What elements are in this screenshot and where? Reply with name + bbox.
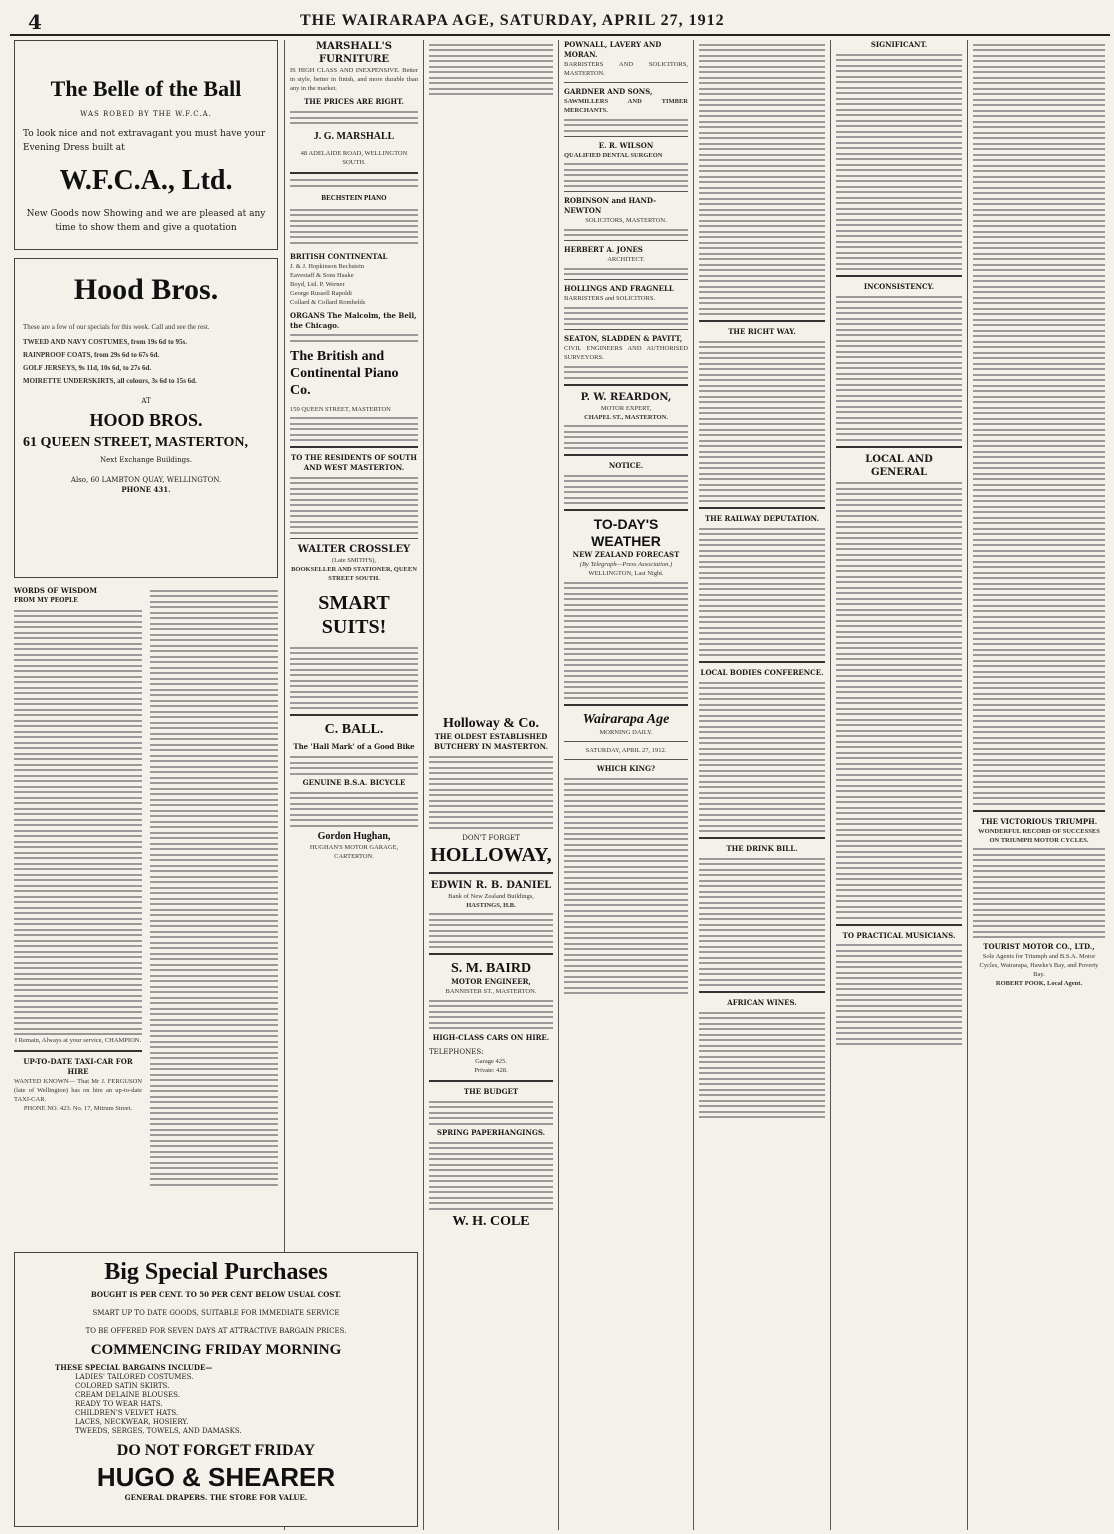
seaton-title: SEATON, SLADDEN & PAVITT, <box>564 334 683 343</box>
bargain-item: CHILDREN'S VELVET HATS. <box>75 1409 179 1417</box>
baird-title: S. M. BAIRD <box>450 961 532 976</box>
hood-at: AT <box>141 397 151 405</box>
practical-musicians: TO PRACTICAL MUSICIANS. <box>842 930 956 940</box>
wisdom-column-cont <box>150 586 278 1186</box>
big-special: Big Special Purchases <box>104 1259 328 1285</box>
spring-paperhangings: SPRING PAPERHANGINGS. <box>436 1128 546 1137</box>
bargain-item: COLORED SATIN SKIRTS. <box>75 1382 170 1390</box>
piano-brand: Boyd, Ltd. P. Werner <box>290 280 345 288</box>
hastings: HASTINGS, H.B. <box>466 901 516 909</box>
baird-address: BANNISTER ST., MASTERTON. <box>445 988 537 995</box>
newspaper-title: THE WAIRARAPA AGE, SATURDAY, APRIL 27, 1912 <box>300 12 725 29</box>
local-and-general: LOCAL AND GENERAL <box>865 453 933 478</box>
wairarapa-age: Wairarapa Age <box>582 712 670 727</box>
bargain-item: THESE SPECIAL BARGAINS INCLUDE— <box>55 1363 213 1372</box>
holloway-big: HOLLOWAY, <box>430 843 552 866</box>
hollings-title: HOLLINGS AND FRAGNELL <box>564 284 674 293</box>
marshall-name: J. G. MARSHALL <box>313 131 395 142</box>
belle-subtitle: WAS ROBED BY THE W.F.C.A. <box>80 110 212 118</box>
high-class-cars: HIGH-CLASS CARS ON HIRE. <box>432 1033 550 1042</box>
hood-title: Hood Bros. <box>73 273 219 306</box>
marshall-body: IS HIGH CLASS AND INEXPENSIVE. Better in style, better in finish, and more durable than any in the market. <box>290 67 418 92</box>
tourist-motor: TOURIST MOTOR CO., LTD., <box>983 941 1095 951</box>
powell-sub: BARRISTERS AND SOLICITORS, MASTERTON. <box>564 61 688 77</box>
budget-title: THE BUDGET <box>463 1087 519 1096</box>
taxi-title: UP-TO-DATE TAXI-CAR FOR HIRE <box>23 1057 133 1076</box>
page-number: 4 <box>28 10 42 34</box>
wilson-sub: QUALIFIED DENTAL SURGEON <box>564 151 663 159</box>
hood-next: Next Exchange Buildings. <box>100 456 192 464</box>
garage-phone: Garage 425. <box>475 1058 507 1065</box>
gardner-sub: SAWMILLERS AND TIMBER MERCHANTS. <box>564 98 688 114</box>
reardon-title: P. W. REARDON, <box>580 391 672 403</box>
commencing-line: COMMENCING FRIDAY MORNING <box>90 1342 342 1358</box>
local-bodies: LOCAL BODIES CONFERENCE. <box>700 668 824 677</box>
taxi-body: WANTED KNOWN— That Mr J. FERGUSON (late of Wellington) has on hire an up-to-date TAXI-CAR. <box>14 1078 142 1103</box>
hugo-shearer: HUGO & SHEARER <box>96 1462 336 1492</box>
hall-mark: The 'Hall Mark' of a Good Bike <box>293 742 415 751</box>
notice-title: NOTICE. <box>608 461 644 470</box>
gordon-hughan: Gordon Hughan, <box>317 831 391 842</box>
wisdom-advert <box>14 586 142 1186</box>
hood-also: Also, 60 LAMBTON QUAY, WELLINGTON. <box>70 476 222 484</box>
piano-brand: J. & J. Hopkinson Bechstein <box>290 262 365 270</box>
bargain-item: CREAM DELAINE BLOUSES. <box>75 1391 180 1399</box>
hood-item: GOLF JERSEYS, 9s 11d, 10s 6d, to 27s 6d. <box>23 364 152 372</box>
column-rule <box>967 40 968 1530</box>
masthead <box>10 8 1110 36</box>
victorious-triumph: THE VICTORIOUS TRIUMPH. <box>980 816 1098 826</box>
weather-by: (By Telegraph—Press Association.) <box>579 561 673 568</box>
holloway-sub: THE OLDEST ESTABLISHED BUTCHERY IN MASTERTON. <box>433 732 549 751</box>
hugo-shearer-advert <box>14 1252 418 1527</box>
railway-deputation: THE RAILWAY DEPUTATION. <box>704 514 820 523</box>
herbert-title: HERBERT A. JONES <box>564 245 643 254</box>
issue-date: SATURDAY, APRIL 27, 1912. <box>585 747 667 754</box>
herbert-sub: ARCHITECT. <box>607 256 645 263</box>
hood-phone: PHONE 431. <box>121 485 171 494</box>
piano-brand: Eavestaff & Sons Haake <box>290 271 354 279</box>
gardner-title: GARDNER AND SONS, <box>564 87 653 96</box>
hood-item: MOIRETTE UNDERSKIRTS, all colours, 3s 6d to 15s 6d. <box>23 377 197 385</box>
reardon-sub: MOTOR EXPERT, <box>600 404 652 412</box>
column-rule <box>558 40 559 1530</box>
african-wines: AFRICAN WINES. <box>727 998 797 1007</box>
column-6 <box>836 40 962 1530</box>
wfca-advert <box>14 40 278 250</box>
dont-forget-friday: DO NOT FORGET FRIDAY <box>116 1442 316 1459</box>
wilson-title: E. R. WILSON <box>598 140 654 150</box>
wfca-body: New Goods now Showing and we are pleased at any time to show them and give a quotation <box>26 209 266 233</box>
british-address: 159 QUEEN STREET, MASTERTON <box>290 405 391 413</box>
hood-item: TWEED AND NAVY COSTUMES, from 19s 6d to 95s. <box>23 338 188 346</box>
richt-way: THE RICHT WAY. <box>728 327 796 336</box>
hood-address: 61 QUEEN STREET, MASTERTON, <box>23 435 248 450</box>
gordon-sub: HUGHAN'S MOTOR GARAGE, CARTERTON. <box>309 844 399 860</box>
wfca-name: W.F.C.A., Ltd. <box>59 165 233 196</box>
drink-bill: THE DRINK BILL. <box>726 844 798 853</box>
weather-sub: NEW ZEALAND FORECAST <box>572 550 680 559</box>
column-5 <box>699 40 825 1530</box>
marshall-address: 48 ADELAIDE ROAD, WELLINGTON SOUTH. <box>300 150 408 166</box>
smart-up-line: SMART UP TO DATE GOODS, SUITABLE FOR IMMEDIATE SERVICE <box>92 1309 340 1317</box>
taxi-phone: PHONE NO. 423. No. 17, Mitrum Street. <box>23 1105 133 1112</box>
wisdom-text <box>14 606 142 1036</box>
marshall-prices: THE PRICES ARE RIGHT. <box>304 97 404 106</box>
c-ball: C. BALL. <box>324 722 384 737</box>
offered-line: TO BE OFFERED FOR SEVEN DAYS AT ATTRACTIVE BARGAIN PRICES. <box>85 1327 347 1335</box>
weather-location: WELLINGTON, Last Night. <box>588 570 664 577</box>
british-title: The British and Continental Piano Co. <box>290 348 399 398</box>
baird-sub: MOTOR ENGINEER, <box>451 977 531 986</box>
bsa-bicycle: GENUINE B.S.A. BICYCLE <box>302 778 406 787</box>
hugo-subtitle: GENERAL DRAPERS. THE STORE FOR VALUE. <box>124 1493 308 1502</box>
piano-brand: Collard & Collard Romhelds <box>290 298 366 306</box>
belle-title: The Belle of the Ball <box>50 76 242 101</box>
piano-brand: BRITISH CONTINENTAL <box>290 251 388 261</box>
telephones: TELEPHONES: <box>429 1048 484 1056</box>
inconsistency: INCONSISTENCY. <box>863 282 935 291</box>
seaton-sub: CIVIL ENGINEERS AND AUTHORISED SURVEYORS. <box>564 345 688 361</box>
holloway-title: Holloway & Co. <box>442 716 540 731</box>
column-2 <box>290 40 418 1248</box>
hood-intro: These are a few of our specials for this week. Call and see the rest. <box>23 323 210 331</box>
powell-title: POWNALL, LAVERY AND MORAN. <box>564 40 662 59</box>
column-rule <box>830 40 831 1530</box>
smart-suits: SMART SUITS! <box>318 591 390 638</box>
weather-title: TO-DAY'S WEATHER <box>591 516 661 549</box>
significant: SIGNIFICANT. <box>870 40 928 49</box>
column-rule <box>693 40 694 1530</box>
cole-title: W. H. COLE <box>452 1214 530 1229</box>
bargain-item: READY TO WEAR HATS. <box>75 1400 163 1408</box>
private-phone: Private: 428. <box>474 1067 508 1074</box>
crossley-sub: (Late SMITH'S), <box>331 556 377 564</box>
column-7 <box>973 40 1105 1530</box>
belle-body: To look nice and not extravagant you must have your Evening Dress built at <box>23 129 266 153</box>
residents-title: TO THE RESIDENTS OF SOUTH AND WEST MASTERTON. <box>291 453 417 472</box>
bargain-item: LACES, NECKWEAR, HOSIERY. <box>75 1418 189 1426</box>
edwin-sub: Bank of New Zealand Buildings, <box>448 892 534 900</box>
column-3-lower <box>429 715 553 1530</box>
robinson-sub: SOLICITORS, MASTERTON. <box>585 217 667 224</box>
crossley-address: BOOKSELLER AND STATIONER, QUEEN STREET SOUTH. <box>291 565 417 582</box>
hood-item: RAINPROOF COATS, from 29s 6d to 67s 6d. <box>23 351 160 359</box>
wisdom-subtitle: FROM MY PEOPLE <box>14 597 78 604</box>
organs: ORGANS The Malcolm, the Bell, the Chicago. <box>290 310 417 330</box>
marshall-title: MARSHALL'S FURNITURE <box>316 41 392 65</box>
tourist-sub: Sole Agents for Triumph and B.S.A. Motor Cycles, Wairarapa, Hawke's Bay, and Poverty Bay. <box>979 952 1099 978</box>
which-king: WHICH KING? <box>596 764 656 773</box>
edwin-daniel: EDWIN R. B. DANIEL <box>430 879 552 891</box>
bechstein: BECHSTEIN PIANO <box>321 193 387 202</box>
crossley-title: WALTER CROSSLEY <box>297 543 411 555</box>
bargain-item: TWEEDS, SERGES, TOWELS, AND DAMASKS. <box>75 1427 242 1435</box>
robert-pook: ROBERT POOK, Local Agent. <box>995 979 1083 987</box>
reardon-address: CHAPEL ST., MASTERTON. <box>584 413 668 421</box>
hood-bros: HOOD BROS. <box>89 410 203 430</box>
column-rule <box>423 40 424 1530</box>
bargain-item: LADIES' TAILORED COSTUMES. <box>75 1373 194 1381</box>
bargain-list <box>55 1363 407 1436</box>
hood-advert <box>14 258 278 578</box>
morning-daily: MORNING DAILY. <box>599 729 653 736</box>
piano-brand: George Russell Rapoldi <box>290 289 352 297</box>
column-4 <box>564 40 688 1530</box>
wonderful-record: WONDERFUL RECORD OF SUCCESSES ON TRIUMPH MOTOR CYCLES. <box>978 827 1100 844</box>
wisdom-title: WORDS OF WISDOM <box>14 586 97 595</box>
bought-line: BOUGHT IS PER CENT. TO 50 PER CENT BELOW USUAL COST. <box>90 1290 342 1299</box>
dont-forget: DON'T FORGET <box>462 833 520 842</box>
wisdom-sign: I Remain, Always at your service, CHAMPION. <box>14 1037 142 1044</box>
robinson-title: ROBINSON and HAND-NEWTON <box>564 196 656 215</box>
hollings-sub: BARRISTERS and SOLICITORS. <box>564 295 656 302</box>
